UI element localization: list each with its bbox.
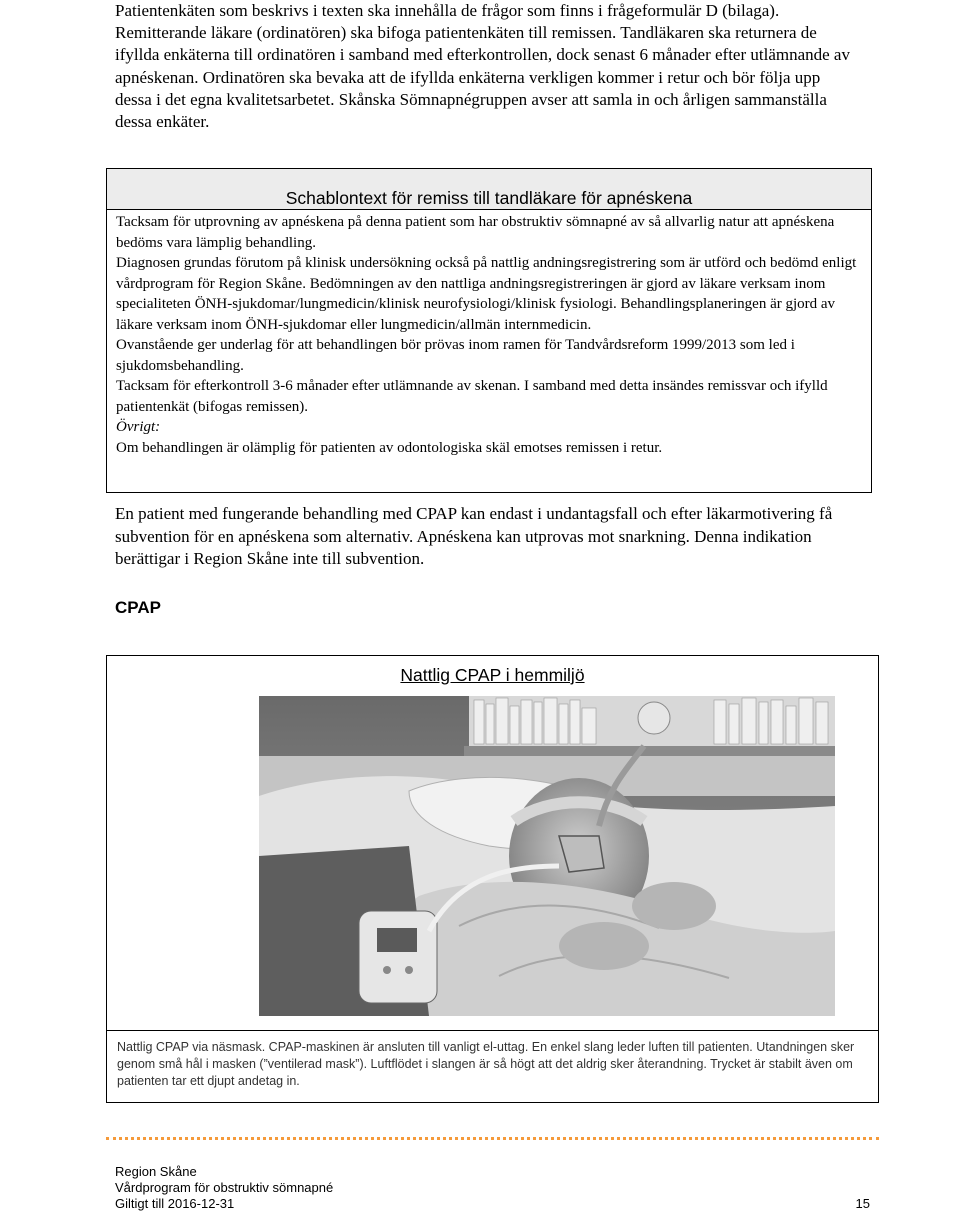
template-other-label: Övrigt:	[116, 419, 161, 435]
cpap-patient-photo	[259, 696, 835, 1016]
cpap-section-heading: CPAP	[115, 598, 161, 617]
template-paragraph-1: Tacksam för utprovning av apnéskena på denna patient som har obstruktiv sömnapné av så allvarlig natur att apnéskena bedöms vara lämplig behandling.	[116, 214, 835, 251]
page-number: 15	[855, 1196, 870, 1211]
referral-template-body	[107, 210, 871, 458]
template-paragraph-3: Ovanstående ger underlag för att behandlingen bör prövas inom ramen för Tandvårdsreform 1999/2013 som led i sjukdomsbehandling.	[116, 337, 795, 374]
figure-caption: Nattlig CPAP via näsmask. CPAP-maskinen är ansluten till vanligt el-uttag. En enkel slang leder luften till patienten. Utandningen sker genom små hål i masken (”ventilerad mask”). Luftflödet i slangen är så högt att det aldrig sker återandning. Trycket är stabilt även om patienten tar ett djupt andetag in.	[107, 1030, 878, 1102]
referral-template-title: Schablontext för remiss till tandläkare för apnéskena	[107, 169, 871, 210]
footer-validity: Giltigt till 2016-12-31	[115, 1196, 235, 1211]
template-paragraph-5: Om behandlingen är olämplig för patienten av odontologiska skäl emotses remissen i retur.	[116, 439, 663, 456]
footer-org: Region Skåne	[115, 1164, 197, 1179]
cpap-subsidy-paragraph: En patient med fungerande behandling med CPAP kan endast i undantagsfall och efter läkarmotivering få subvention för en apnéskena som alternativ. Apnéskena kan utprovas mot snarkning. Denna indikation berättigar i Region Skåne inte till subvention.	[115, 504, 833, 569]
footer-document-title: Vårdprogram för obstruktiv sömnapné	[115, 1180, 334, 1195]
page-footer	[115, 1164, 870, 1212]
cpap-figure-box	[106, 655, 879, 1103]
intro-paragraph: Patientenkäten som beskrivs i texten ska innehålla de frågor som finns i frågeformulär D (bilaga). Remitterande läkare (ordinatören) ska bifoga patientenkäten till remissen. Tandläkaren ska returnera de ifyllda enkäterna till ordinatören i samband med efterkontrollen, dock senast 6 månader efter utlämnande av apnéskenan. Ordinatören ska bevaka att de ifyllda enkäterna verkligen kommer i retur och bör följa upp dessa i det egna kvalitetsarbetet. Skånska Sömnapnégruppen avser att samla in och årligen sammanställa dessa enkäter.	[115, 1, 850, 132]
figure-title: Nattlig CPAP i hemmiljö	[400, 665, 585, 685]
footer-rule	[106, 1137, 879, 1140]
template-paragraph-4: Tacksam för efterkontroll 3-6 månader efter utlämnande av skenan. I samband med detta insändes remissvar och ifylld patientenkät (bifogas remissen).	[116, 378, 828, 415]
referral-template-box	[106, 168, 872, 493]
template-paragraph-2: Diagnosen grundas förutom på klinisk undersökning också på nattlig andningsregistrering som är utförd och bedömd enligt vårdprogram för Region Skåne. Bedömningen av den nattliga andningsregistreringen är gjord av läkare verksam inom specialiteten ÖNH-sjukdomar/lungmedicin/klinisk neurofysiologi/klinisk fysiologi. Behandlingsplaneringen är gjord av läkare verksam inom ÖNH-sjukdomar eller lungmedicin/allmän internmedicin.	[116, 255, 857, 333]
